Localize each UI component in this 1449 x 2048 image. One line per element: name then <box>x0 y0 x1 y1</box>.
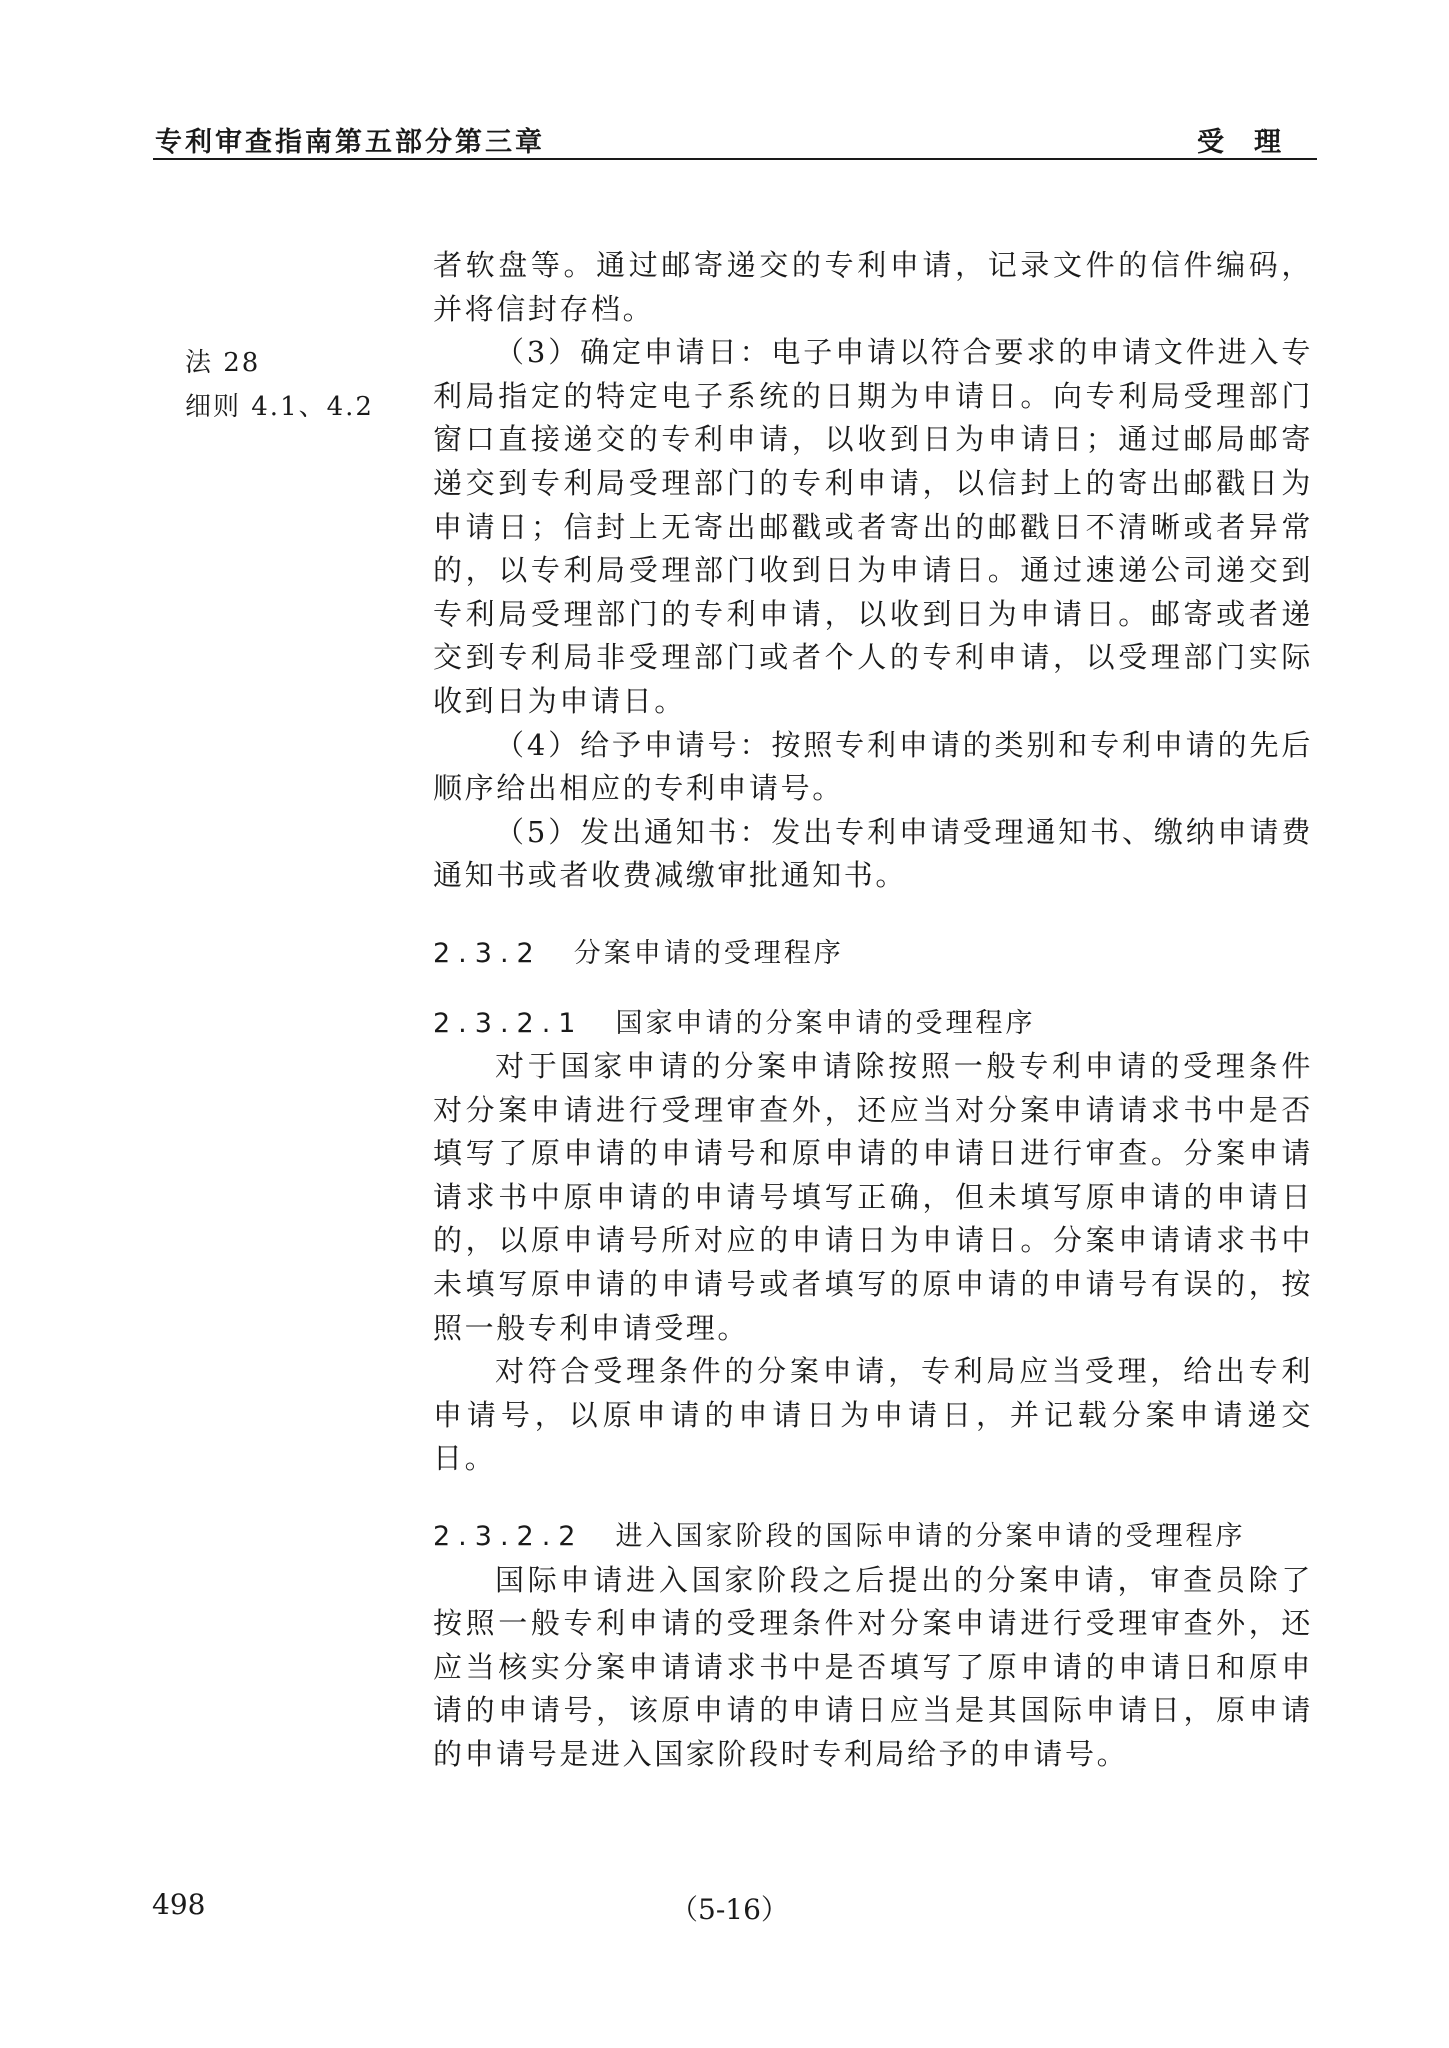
paragraph-application-number: （4）给予申请号：按照专利申请的类别和专利申请的先后顺序给出相应的专利申请号。 <box>433 727 1313 806</box>
section-title: 进入国家阶段的国际申请的分案申请的受理程序 <box>615 1521 1246 1553</box>
page-header <box>153 110 1317 160</box>
section-heading-2-3-2 <box>433 932 1313 976</box>
page-number: 498 <box>152 1888 206 1921</box>
section-title: 国家申请的分案申请的受理程序 <box>615 1007 1036 1039</box>
paragraph-filing-date: （3）确定申请日：电子申请以符合要求的申请文件进入专利局指定的特定电子系统的日期为申请日。向专利局受理部门窗口直接递交的专利申请，以收到日为申请日；通过邮局邮寄递交到专利局受理部门的专利申请，以信封上的寄出邮戳日为申请日；信封上无寄出邮戳或者寄出的邮戳日不清晰或者异常的，以专利局受理部门收到日为申请日。通过速递公司递交到专利局受理部门的专利申请，以收到日为申请日。邮寄或者递交到专利局非受理部门或者个人的专利申请，以受理部门实际收到日为申请日。 <box>433 335 1313 718</box>
paragraph-notification: （5）发出通知书：发出专利申请受理通知书、缴纳申请费通知书或者收费减缴审批通知书。 <box>433 814 1313 893</box>
paragraph-divisional-national: 对于国家申请的分案申请除按照一般专利申请的受理条件对分案申请进行受理审查外，还应当对分案申请请求书中是否填写了原申请的申请号和原申请的申请日进行审查。分案申请请求书中原申请的申请号填写正确，但未填写原申请的申请日的，以原申请号所对应的申请日为申请日。分案申请请求书中未填写原申请的申请号或者填写的原申请的申请号有误的，按照一般专利申请受理。 <box>433 1049 1313 1345</box>
section-number: 2.3.2.1 <box>433 1007 584 1039</box>
paragraph-continuation: 者软盘等。通过邮寄递交的专利申请，记录文件的信件编码，并将信封存档。 <box>433 248 1313 326</box>
margin-note-rules: 细则 4.1、4.2 <box>185 392 374 422</box>
section-reference: （5-16） <box>670 1893 789 1926</box>
margin-note-law: 法 28 <box>185 348 261 378</box>
section-heading-2-3-2-2 <box>433 1515 1313 1559</box>
running-title: 专利审查指南第五部分第三章 <box>155 127 545 158</box>
section-number: 2.3.2.2 <box>433 1521 584 1553</box>
paragraph-divisional-international: 国际申请进入国家阶段之后提出的分案申请，审查员除了按照一般专利申请的受理条件对分案申请进行受理审查外，还应当核实分案申请请求书中是否填写了原申请的申请日和原申请的申请号，该原申请的申请日应当是其国际申请日，原申请的申请号是进入国家阶段时专利局给予的申请号。 <box>433 1562 1313 1771</box>
paragraph-divisional-acceptance: 对符合受理条件的分案申请，专利局应当受理，给出专利申请号，以原申请的申请日为申请日，并记载分案申请递交日。 <box>433 1354 1313 1476</box>
section-number: 2.3.2 <box>433 937 542 969</box>
chapter-title: 受理 <box>1197 127 1311 158</box>
section-title: 分案申请的受理程序 <box>573 937 844 969</box>
page-body <box>433 244 1313 1777</box>
section-heading-2-3-2-1 <box>433 1002 1313 1046</box>
